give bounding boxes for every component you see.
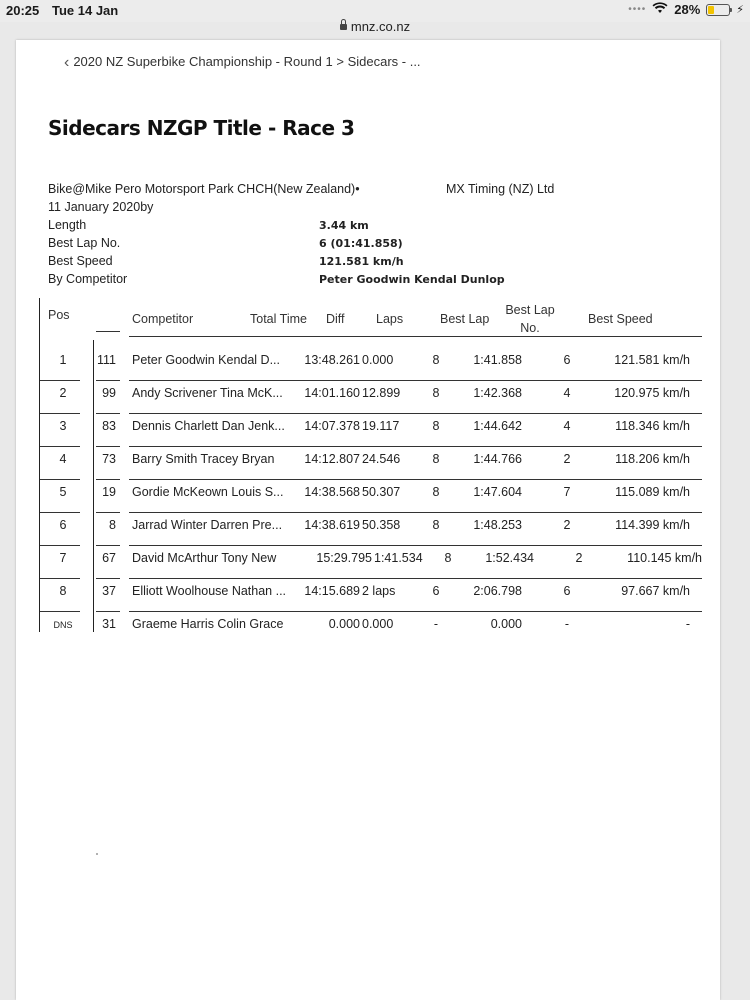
cell-competitor: Elliott Woolhouse Nathan ...	[132, 584, 287, 598]
cell-pos: 7	[59, 551, 67, 565]
cell-pos: 5	[59, 485, 67, 499]
cell-number: 37	[102, 584, 116, 598]
cell-number: 99	[102, 386, 116, 400]
cell-total-time: 13:48.261	[304, 353, 360, 367]
best-speed-label: Best Speed	[48, 254, 113, 268]
cell-best-lap-no: 2	[563, 452, 571, 466]
cell-number: 31	[102, 617, 116, 631]
cell-number: 83	[102, 419, 116, 433]
results-page	[16, 40, 720, 1000]
cell-pos: 8	[59, 584, 67, 598]
cell-number: 19	[102, 485, 116, 499]
cell-best-lap-no: 7	[563, 485, 571, 499]
date-text: 11 January 2020by	[48, 200, 154, 214]
battery-icon	[706, 4, 730, 16]
cell-laps: 6	[432, 584, 440, 598]
cell-diff: 2 laps	[362, 584, 396, 598]
cell-diff: 50.358	[362, 518, 401, 532]
length-value: 3.44 km	[319, 219, 369, 232]
cell-laps: 8	[432, 353, 440, 367]
number-header-rule	[96, 331, 120, 332]
cell-diff: 0.000	[362, 353, 394, 367]
cell-laps: 8	[432, 485, 440, 499]
cell-best-lap-no: 4	[563, 419, 571, 433]
breadcrumb-text: 2020 NZ Superbike Championship - Round 1 > Sidecars - ...	[73, 54, 421, 69]
status-date: Tue 14 Jan	[52, 3, 119, 18]
cell-number: 73	[102, 452, 116, 466]
url-text: mnz.co.nz	[350, 19, 411, 34]
cell-laps: 8	[432, 419, 440, 433]
cell-diff: 12.899	[362, 386, 401, 400]
cell-best-speed: 118.346 km/h	[615, 419, 690, 433]
chevron-left-icon: ‹	[64, 54, 70, 71]
cell-best-speed: 114.399 km/h	[615, 518, 690, 532]
cell-laps: 8	[432, 518, 440, 532]
cell-number: 67	[102, 551, 116, 565]
by-competitor-value: Peter Goodwin Kendal Dunlop	[319, 273, 505, 286]
cell-competitor: Dennis Charlett Dan Jenk...	[132, 419, 285, 433]
battery-percent: 28%	[674, 2, 701, 17]
cell-best-speed: 97.667 km/h	[621, 584, 690, 598]
cell-laps: -	[433, 617, 439, 631]
cell-best-lap: 1:44.766	[473, 452, 522, 466]
cell-competitor: Peter Goodwin Kendal D...	[132, 353, 280, 367]
cell-total-time: 14:15.689	[304, 584, 360, 598]
charging-icon: ⚡	[736, 4, 744, 16]
page-title: Sidecars NZGP Title - Race 3	[48, 116, 355, 140]
cell-best-speed: 121.581 km/h	[614, 353, 690, 367]
header-laps: Laps	[376, 312, 404, 326]
cell-best-lap-no: 2	[575, 551, 583, 565]
cell-best-lap-no: -	[564, 617, 570, 631]
cell-pos: 3	[59, 419, 67, 433]
cell-competitor: David McArthur Tony New	[132, 551, 277, 565]
best-lap-value: 6 (01:41.858)	[319, 237, 403, 250]
cell-number: 111	[96, 353, 116, 367]
cell-total-time: 14:38.619	[304, 518, 360, 532]
cell-best-lap: 1:44.642	[473, 419, 522, 433]
cell-competitor: Graeme Harris Colin Grace	[132, 617, 284, 631]
cell-diff: 0.000	[362, 617, 394, 631]
cell-competitor: Barry Smith Tracey Bryan	[132, 452, 275, 466]
header-total-time: Total Time	[250, 312, 307, 326]
cell-number: 8	[109, 518, 116, 532]
cell-best-speed: 110.145 km/h	[627, 551, 702, 565]
cell-laps: 8	[432, 386, 440, 400]
cell-diff: 24.546	[362, 452, 401, 466]
header-rule	[129, 336, 702, 337]
best-lap-label: Best Lap No.	[48, 236, 121, 250]
cell-best-speed: 118.206 km/h	[615, 452, 690, 466]
breadcrumb[interactable]	[64, 53, 421, 71]
status-right	[628, 2, 744, 17]
header-pos: Pos	[48, 308, 70, 322]
cell-best-lap: 1:47.604	[473, 485, 522, 499]
cell-pos: 1	[59, 353, 67, 367]
header-competitor: Competitor	[132, 312, 194, 326]
cell-best-lap: 1:41.858	[473, 353, 522, 367]
cell-competitor: Gordie McKeown Louis S...	[132, 485, 284, 499]
cell-pos: 6	[59, 518, 67, 532]
cell-total-time: 14:38.568	[304, 485, 360, 499]
cell-best-lap-no: 6	[563, 584, 571, 598]
cell-competitor: Jarrad Winter Darren Pre...	[132, 518, 283, 532]
by-competitor-label: By Competitor	[48, 272, 128, 286]
cell-pos: 4	[59, 452, 67, 466]
cell-diff: 1:41.534	[374, 551, 423, 565]
header-best-lap-no-1: Best Lap	[505, 303, 555, 317]
header-best-lap: Best Lap	[440, 312, 490, 326]
cell-laps: 8	[444, 551, 452, 565]
cell-best-speed: 115.089 km/h	[615, 485, 690, 499]
cell-pos: DNS	[53, 620, 73, 630]
cell-pos: 2	[59, 386, 67, 400]
cell-total-time: 14:01.160	[304, 386, 360, 400]
cell-total-time: 14:12.807	[304, 452, 360, 466]
status-time: 20:25	[6, 3, 40, 18]
cell-best-lap: 0.000	[490, 617, 522, 631]
venue-text: Bike@Mike Pero Motorsport Park CHCH(New Zealand)•	[48, 182, 360, 196]
lock-icon	[340, 24, 347, 30]
cell-total-time: 0.000	[328, 617, 360, 631]
header-best-speed: Best Speed	[588, 312, 653, 326]
best-speed-value: 121.581 km/h	[319, 255, 404, 268]
cell-best-lap: 1:48.253	[473, 518, 522, 532]
cell-best-lap-no: 4	[563, 386, 571, 400]
cell-best-speed: -	[685, 617, 690, 631]
wifi-icon	[652, 2, 668, 17]
cell-total-time: 14:07.378	[304, 419, 360, 433]
cell-best-lap: 2:06.798	[473, 584, 522, 598]
cell-best-lap-no: 2	[563, 518, 571, 532]
cell-total-time: 15:29.795	[316, 551, 372, 565]
scan-speck	[96, 853, 98, 855]
url-bar[interactable]	[0, 19, 750, 39]
timing-text: MX Timing (NZ) Ltd	[446, 182, 555, 196]
length-label: Length	[48, 218, 87, 232]
header-diff: Diff	[326, 312, 345, 326]
cell-best-lap-no: 6	[563, 353, 571, 367]
header-best-lap-no-2: No.	[520, 321, 540, 335]
cell-best-lap: 1:42.368	[473, 386, 522, 400]
signal-dots-icon: ••••	[628, 4, 647, 15]
cell-competitor: Andy Scrivener Tina McK...	[132, 386, 283, 400]
cell-diff: 50.307	[362, 485, 401, 499]
cell-laps: 8	[432, 452, 440, 466]
cell-best-speed: 120.975 km/h	[614, 386, 690, 400]
cell-best-lap: 1:52.434	[485, 551, 534, 565]
cell-diff: 19.117	[362, 419, 400, 433]
